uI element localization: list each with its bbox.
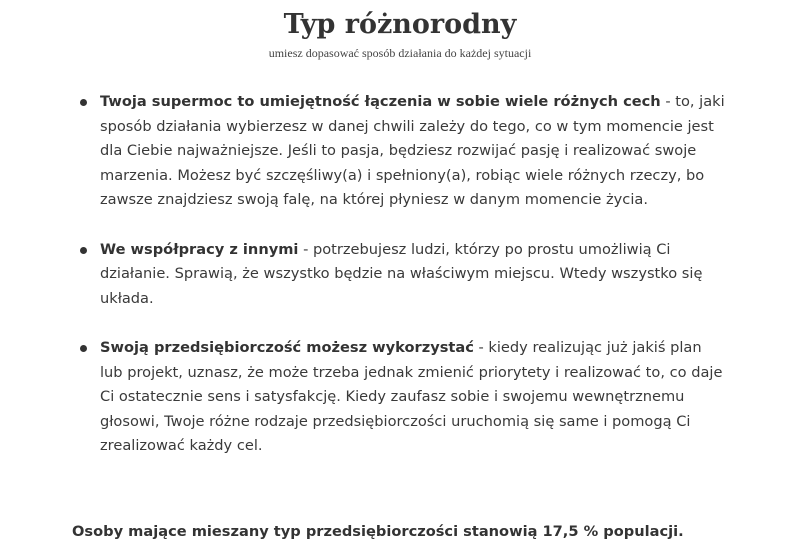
page-header: [0, 8, 800, 60]
bullet-icon: [80, 345, 87, 352]
item-heading: Swoją przedsiębiorczość możesz wykorzystać: [100, 339, 474, 356]
list-item: [78, 90, 728, 213]
item-text: - to, jaki sposób działania wybierzesz w danej chwili zależy do tego, co w tym momencie jest dla Ciebie najważniejsze. Jeśli to pasja, będziesz rozwijać pasję i realizować swoje marzenia. Możesz być szczęśliwy(a) i spełniony(a), robiąc wiele różnych rzeczy, bo zawsze znajdziesz swoją falę, na której płyniesz w danym momencie życia.: [100, 93, 725, 208]
list-item: [78, 238, 728, 312]
item-heading: We współpracy z innymi: [100, 240, 299, 258]
traits-list: [78, 90, 728, 484]
page-title: Typ różnorodny: [283, 9, 517, 40]
item-text: - kiedy realizując już jakiś plan lub projekt, uznasz, że może trzeba jednak zmienić priorytety i realizować to, co daje Ci ostatecznie sens i satysfakcję. Kiedy zaufasz sobie i swojemu wewnętrznemu głosowi, Twoje różne rodzaje przedsiębiorczości uruchomią się same i pomogą Ci zrealizować każdy cel.: [100, 339, 723, 454]
list-item: [78, 336, 728, 459]
item-heading: Twoja supermoc to umiejętność łączenia w sobie wiele różnych cech: [100, 93, 661, 110]
bullet-icon: [80, 99, 87, 106]
page-subtitle: umiesz dopasować sposób działania do każdej sytuacji: [268, 46, 532, 60]
population-summary: Osoby mające mieszany typ przedsiębiorczości stanowią 17,5 % populacji.: [72, 523, 684, 540]
bullet-icon: [80, 247, 87, 254]
item-text: - potrzebujesz ludzi, którzy po prostu umożliwią Ci działanie. Sprawią, że wszystko będzie na właściwym miejscu. Wtedy wszystko się układa.: [100, 240, 703, 307]
